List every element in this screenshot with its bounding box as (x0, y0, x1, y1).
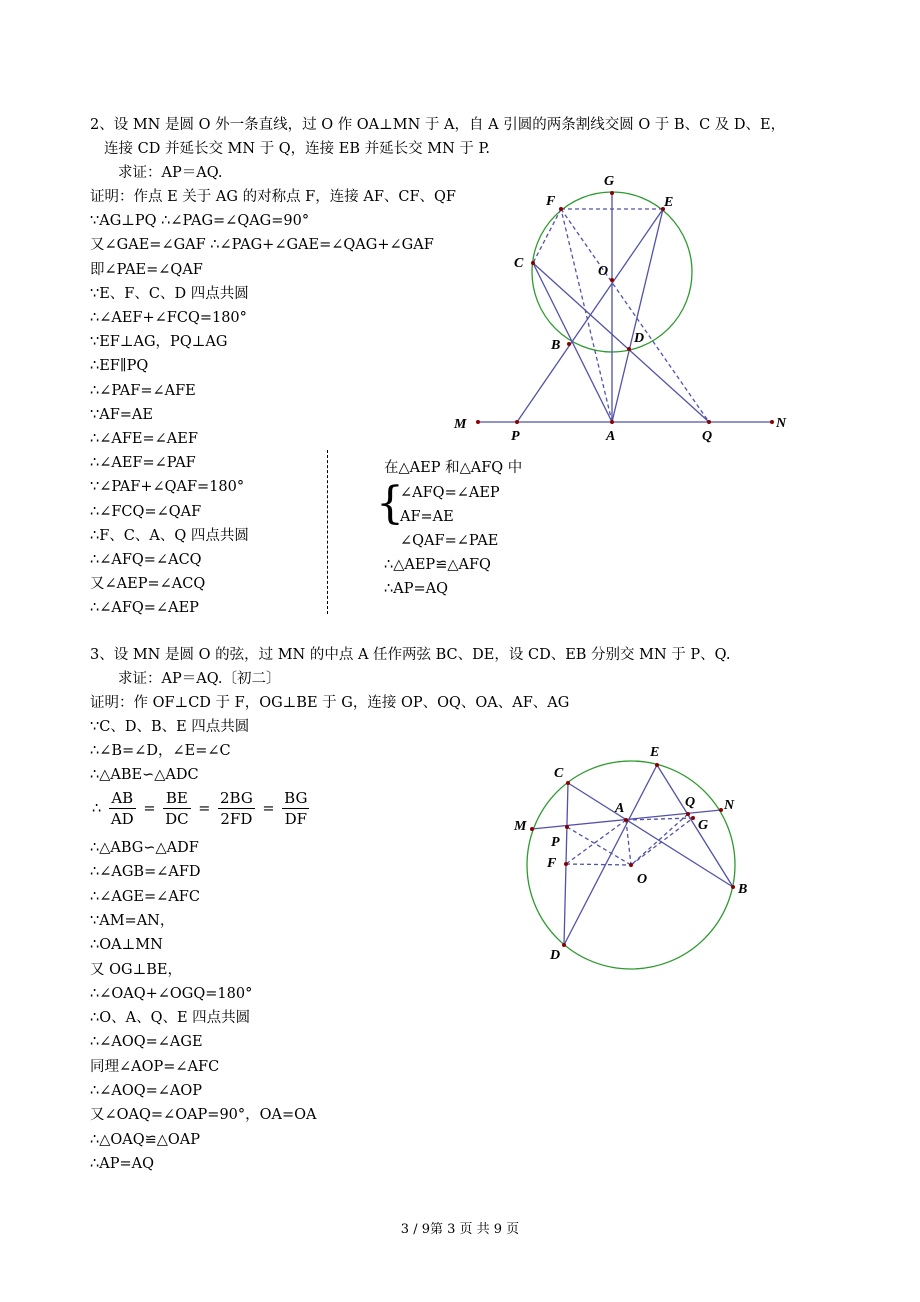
proof-line: ∴∠B=∠D，∠E=∠C (90, 743, 231, 759)
proof-line: ∴∠AOQ=∠AOP (90, 1083, 203, 1099)
ratio-eq-3: = (262, 800, 275, 817)
label3-p: P (551, 835, 560, 850)
line-of (566, 864, 631, 865)
label-q: Q (702, 429, 713, 444)
proof-line: 又∠AEP=∠ACQ (90, 576, 206, 593)
proof-line: ∴∠AEF+∠FCQ=180° (90, 310, 247, 326)
proof-line: ∵E、F、C、D 四点共圆 (90, 285, 249, 302)
ratio-frac-2: $\frac{BE}{DC}$ (165, 789, 189, 828)
proof-line: ∴∠FCQ=∠QAF (90, 503, 202, 520)
label3-m: M (514, 819, 527, 834)
proof-line: ∵EF⊥AG，PQ⊥AG (90, 334, 228, 351)
label3-d: D (550, 948, 561, 963)
line-ca (533, 263, 612, 422)
label-d: D (634, 331, 645, 346)
ratio-eq-1: = (143, 800, 156, 817)
proof-line: 证明：作点 E 关于 AG 的对称点 F，连接 AF、CF、QF (90, 189, 456, 205)
system-line-3: ∠QAF=∠PAE (400, 533, 499, 549)
proof-line: ∴∠AOQ=∠AGE (90, 1034, 203, 1051)
line-oq (631, 814, 688, 865)
problem2-right-intro: 在△AEP 和△AFQ 中 (384, 460, 523, 476)
system-line-1: ∠AFQ=∠AEP (400, 485, 500, 501)
proof-line: ∴∠AEF=∠PAF (90, 455, 196, 472)
line-og (631, 818, 693, 865)
chord-cb (568, 783, 733, 887)
label-p: P (511, 429, 520, 444)
proof-line: ∴∠AGB=∠AFD (90, 864, 201, 881)
proof-line: ∵∠PAF+∠QAF=180° (90, 479, 245, 496)
proof-line: ∵AM=AN， (90, 912, 175, 929)
problem3-statement: 3、设 MN 是圆 O 的弦，过 MN 的中点 A 任作两弦 BC、DE，设 CD、EB 分别交 MN 于 P、Q. (90, 647, 731, 663)
system-line-2: AF=AE (400, 509, 454, 525)
proof-line: ∴∠AFQ=∠AEP (90, 600, 199, 617)
problem2-statement-line1: 2、设 MN 是圆 O 外一条直线，过 O 作 OA⊥MN 于 A，自 A 引圆的两条割线交圆 O 于 B、C 及 D、E， (90, 117, 786, 133)
proof-line: ∴AP=AQ (90, 1155, 154, 1172)
line-af (561, 209, 612, 422)
label3-c: C (554, 766, 564, 781)
proof-line: ∴EF∥PQ (90, 358, 149, 375)
proof-line: ∴F、C、A、Q 四点共圆 (90, 527, 249, 544)
label-n: N (776, 416, 787, 431)
proof-line: ∴∠AFQ=∠ACQ (90, 552, 202, 568)
ratio-frac-4: $\frac{BG}{DF}$ (284, 789, 308, 828)
label-o: O (598, 264, 609, 279)
proof-line: ∵AF=AE (90, 406, 153, 423)
proof-line: ∴O、A、Q、E 四点共圆 (90, 1010, 251, 1027)
proof-line: 证明：作 OF⊥CD 于 F，OG⊥BE 于 G，连接 OP、OQ、OA、AF、AG (90, 695, 570, 711)
label3-a: A (615, 801, 625, 816)
label-e: E (664, 195, 674, 210)
ratio-frac-1: $\frac{AB}{AD}$ (110, 789, 134, 828)
ratio-prefix: ∴ (92, 800, 102, 817)
ratio-eq-2: = (198, 800, 211, 817)
label3-b: B (738, 882, 748, 897)
proof-line: ∴∠AFE=∠AEF (90, 431, 198, 447)
line-ae (612, 209, 663, 422)
problem2-statement-line2: 连接 CD 并延长交 MN 于 Q，连接 EB 并延长交 MN 于 P. (104, 141, 490, 157)
proof-line: ∴△OAQ≌△OAP (90, 1131, 201, 1148)
problem3-figure (505, 735, 770, 970)
problem2-right-end-2: ∴AP=AQ (384, 581, 448, 597)
proof-line: ∵C、D、B、E 四点共圆 (90, 719, 250, 735)
proof-line: 又∠OAQ=∠OAP=90°，OA=OA (90, 1107, 317, 1124)
ratio-equation (90, 788, 310, 829)
proof-line: 同理∠AOP=∠AFC (90, 1058, 220, 1075)
label3-q: Q (685, 795, 696, 810)
proof-line: ∴△ABG∽△ADF (90, 840, 199, 856)
proof-line: 又 OG⊥BE， (90, 961, 182, 978)
problem3-prove: 求证：AP＝AQ.〔初二〕 (118, 671, 281, 687)
label3-o: O (637, 872, 648, 887)
label3-e: E (650, 745, 660, 760)
proof-line: ∴∠OAQ+∠OGQ=180° (90, 985, 253, 1002)
label-m: M (454, 417, 467, 432)
label-b: B (551, 338, 561, 353)
proof-line: ∴△ABE∽△ADC (90, 767, 199, 783)
line-oa (626, 820, 631, 865)
label3-n: N (724, 798, 735, 813)
label3-f: F (547, 856, 557, 871)
ratio-frac-3: $\frac{2BG}{2FD}$ (219, 789, 253, 828)
problem2-prove: 求证：AP＝AQ. (118, 165, 223, 181)
proof-line: 又∠GAE=∠GAF ∴∠PAG+∠GAE=∠QAG+∠GAF (90, 237, 434, 254)
proof-line: ∴∠AGE=∠AFC (90, 888, 200, 905)
label3-g: G (698, 818, 709, 833)
label-a: A (606, 429, 616, 444)
label-c: C (514, 256, 524, 271)
proof-line: ∵AG⊥PQ ∴∠PAG=∠QAG=90° (90, 213, 310, 230)
label-g: G (604, 174, 615, 189)
system-brace: { (376, 478, 404, 529)
page-footer: 3 / 9第 3 页 共 9 页 (400, 1222, 520, 1237)
problem2-right-end-1: ∴△AEP≌△AFQ (384, 557, 491, 573)
proof-line: ∴OA⊥MN (90, 937, 163, 954)
problem2-figure (440, 165, 800, 455)
line-fc (533, 209, 561, 263)
line-fq (561, 209, 709, 422)
proof-line: 即∠PAE=∠QAF (90, 261, 203, 278)
label-f: F (546, 194, 556, 209)
proof-line: ∴∠PAF=∠AFE (90, 382, 196, 399)
column-divider (327, 450, 328, 614)
